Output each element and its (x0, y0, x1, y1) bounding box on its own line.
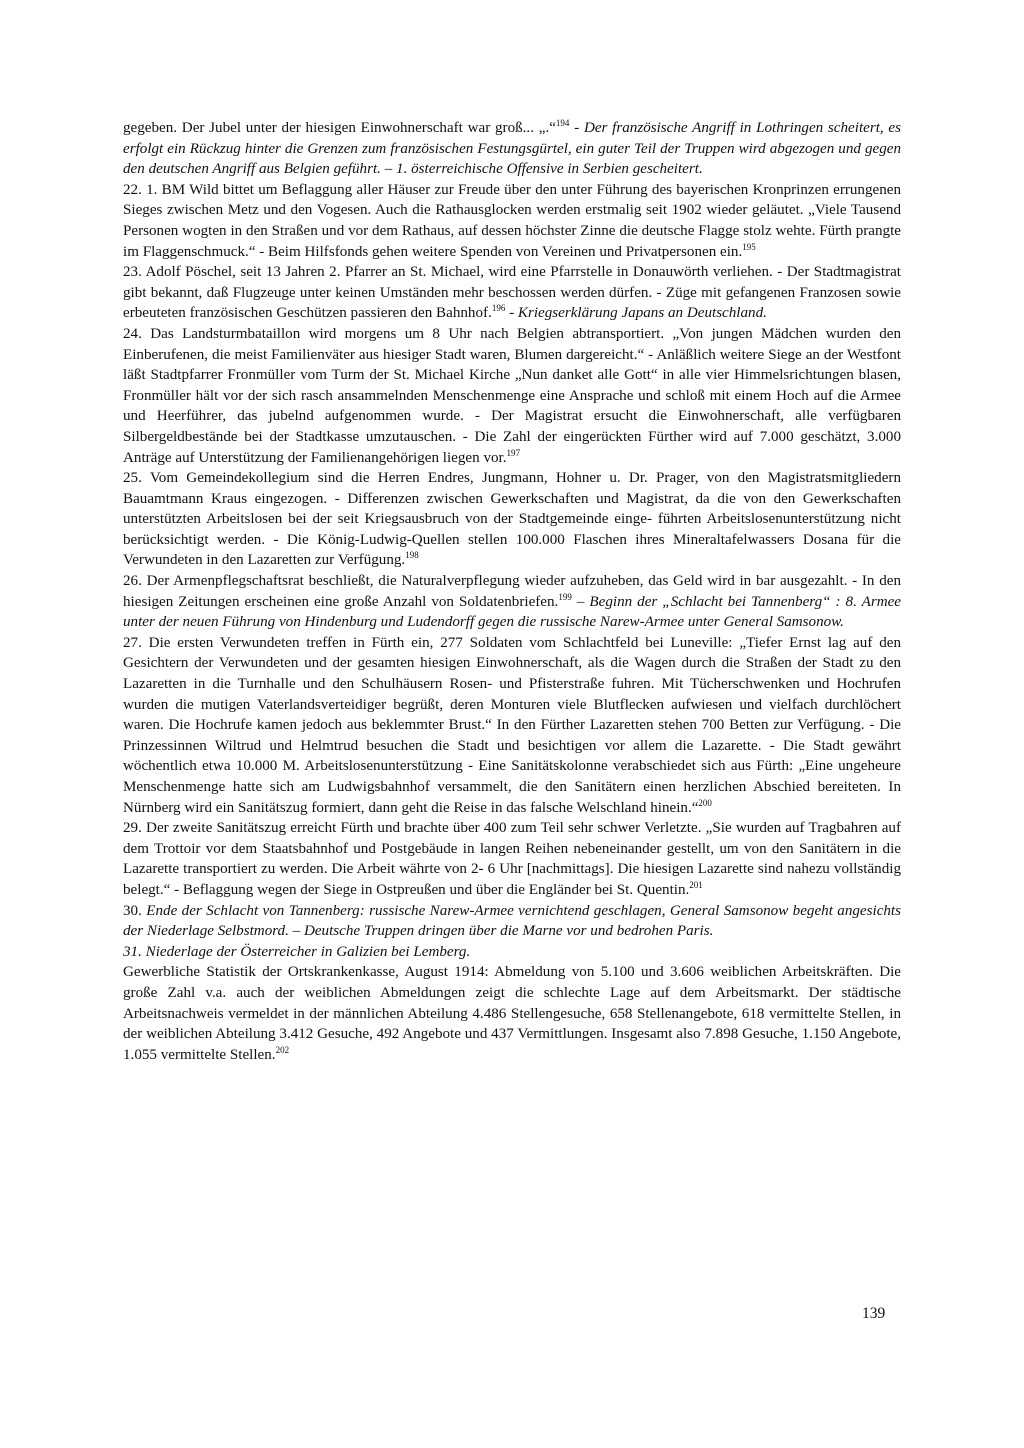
paragraph-0: gegeben. Der Jubel unter der hiesigen Einwohnerschaft war groß... „.“$^{194}$ - Der französische Angriff in Lothringen scheitert, es erfolgt ein Rückzug hinter die Grenzen zum französischen Festungsgürtel, ein guter Teil der Truppen wird abgezogen und gegen den deutschen Angriff aus Belgien geführt. – 1. österreichische Offensive in Serbien gescheitert. (123, 118, 901, 178)
document-body (123, 118, 901, 1065)
paragraph-10: Gewerbliche Statistik der Ortskrankenkasse, August 1914: Abmeldung von 5.100 und 3.606 weiblichen Arbeitskräften. Die große Zahl v.a. auch der weiblichen Abmeldungen zeigt die schlechte Lage auf dem Arbeitsmarkt. Der städtische Arbeitsnachweis vermeldet in der männlichen Abteilung 4.486 Stellengesuche, 658 Stellenangebote, 618 vermittelte Stellen, in der weiblichen Abteilung 3.412 Gesuche, 492 Angebote und 437 Vermittlungen. Insgesamt also 7.898 Gesuche, 1.150 Angebote, 1.055 vermittelte Stellen.$^{202}$ (123, 964, 901, 1063)
footnote-ref: 201 (689, 879, 703, 890)
page-number: 139 (862, 1305, 886, 1322)
paragraph-3: 24. Das Landsturmbataillon wird morgens um 8 Uhr nach Belgien abtransportiert. „Von jungen Mädchen wurden den Einberufenen, die meist Familienväter aus hiesiger Stadt waren, Blumen dargereicht.“ - Anläßlich weitere Siege an der Westfont läßt Stadtpfarrer Fronmüller vom Turm der St. Michael Kirche „Nun danket alle Gott“ in alle vier Himmelsrichtungen blasen, Fronmüller hält vor der sich rasch ansammelnden Menschenmenge eine Ansprache und schloß mit einem Hoch auf die Armee und Heerführer, das jubelnd aufgenommen wurde. - Der Magistrat ersucht die Einwohnerschaft, alle verfügbaren Silbergeldbestände bei der Stadtkasse umzutauschen. - Die Zahl der eingerückten Fürther wird auf 7.000 geschätzt, 3.000 Anträge auf Unterstützung der Familienangehörigen liegen vor.$^{197}$ (123, 325, 901, 466)
footnote-ref: 194 (555, 118, 570, 128)
footnote-ref: 199 (558, 591, 572, 602)
paragraph-7: 29. Der zweite Sanitätszug erreicht Fürth und brachte über 400 zum Teil sehr schwer Verletzte. „Sie wurden auf Tragbahren auf dem Trottoir vor dem Staatsbahnhof und Postgebäude in langen Reihen nebeneinander gestellt, um von den Sanitätern in die Lazarette transportiert zu werden. Die Arbeit währte von 2- 6 Uhr [nachmittags]. Die hiesigen Lazarette sind nahezu vollständig belegt.“ - Beflaggung wegen der Siege in Ostpreußen und über die Engländer bei St. Quentin.$^{201}$ (123, 820, 901, 898)
paragraph-5: 26. Der Armenpflegschaftsrat beschließt, die Naturalverpflegung wieder aufzuheben, das Geld wird in bar ausgezahlt. - In den hiesigen Zeitungen erscheinen eine große Anzahl von Soldatenbriefen.$^{199}$ – Beginn der „Schlacht bei Tannenberg“ : 8. Armee unter der neuen Führung von Hindenburg und Ludendorff gegen die russische Narew-Armee unter General Samsonow. (123, 573, 902, 631)
footnote-ref: 196 (491, 303, 506, 314)
paragraph-8: 30. Ende der Schlacht von Tannenberg: russische Narew-Armee vernichtend geschlagen, General Samsonow begeht angesichts der Niederlage Selbstmord. – Deutsche Truppen dringen über die Marne vor und bedrohen Paris. (123, 902, 902, 940)
paragraph-2: 23. Adolf Pöschel, seit 13 Jahren 2. Pfarrer an St. Michael, wird eine Pfarrstelle in Donauwörth verliehen. - Der Stadtmagistrat gibt bekannt, daß Flugzeuge unter keinen Umständen mehr beschossen werden dürfen. - Züge mit gefangenen Franzosen sowie erbeuteten französischen Geschützen passieren den Bahnhof.$^{196}$ - Kriegserklärung Japans an Deutschland. (123, 264, 901, 322)
footnote-ref: 198 (405, 550, 419, 561)
footnote-ref: 195 (742, 241, 756, 252)
paragraph-6: 27. Die ersten Verwundeten treffen in Fürth ein, 277 Soldaten vom Schlachtfeld bei Luneville: „Tiefer Ernst lag auf den Gesichtern der Verwundeten und der gesamten hiesigen Einwohnerschaft, als die Wagen durch die Straßen der Stadt zu den Lazaretten in die Turnhalle und den Schulhäusern Rosen- und Pfisterstraße fuhren. Mit Tücherschwenken und Hochrufen wurden die mutigen Vaterlandsverteidiger begrüßt, deren Monturen viele Blutflecken aufwiesen und vielfach durchlöchert waren. Die Hochrufe kamen jedoch aus beklemmter Brust.“ In den Fürther Lazaretten stehen 700 Betten zur Verfügung. - Die Prinzessinnen Wiltrud und Helmtrud besuchen die Stadt und besichtigen vor allem die Lazarette. - Die Stadt gewährt wöchentlich etwa 10.000 M. Arbeitslosenunterstützung - Eine Sanitätskolonne verabschiedet sich aus Fürth: „Eine ungeheure Menschenmenge hatte sich am Ludwigsbahnhof versammelt, die den Sanitätern einen herzlichen Abschied bereiteten. In Nürnberg wird ein Sanitätszug formiert, dann geht die Reise in das falsche Welschland hinein.“$^{200}$ (123, 634, 901, 816)
paragraph-4: 25. Vom Gemeindekollegium sind die Herren Endres, Jungmann, Hohner u. Dr. Prager, von den Magistratsmitgliedern Bauamtmann Kraus eingezogen. - Differenzen zwischen Gewerkschaften und Magistrat, da die von den Gewerkschaften unterstützten Arbeitslosen bei der seit Kriegsausbruch von der Stadtgemeinde einge- führten Arbeitslosenunterstützung nicht berücksichtigt werden. - Die König-Ludwig-Quellen stellen 100.000 Flaschen ihres Mineraltafelwassers Dosana für die Verwundeten in den Lazaretten zur Verfügung.$^{198}$ (123, 470, 901, 569)
footnote-ref: 202 (275, 1044, 290, 1055)
footnote-ref: 197 (506, 447, 521, 458)
paragraph-9: 31. Niederlage der Österreicher in Galizien bei Lemberg. (123, 943, 471, 960)
paragraph-1: 22. 1. BM Wild bittet um Beflaggung aller Häuser zur Freude über den unter Führung des bayerischen Kronprinzen errungenen Sieges zwischen Metz und den Vogesen. Auch die Rathausglocken werden erstmalig seit 1902 wieder geläutet. „Viele Tausend Personen wogten in den Straßen und vor dem Rathaus, auf dessen höchster Zinne die deutsche Flagge stolz wehte. Fürth prangte im Flaggenschmuck.“ - Beim Hilfsfonds gehen weitere Spenden von Vereinen und Privatpersonen ein.$^{195}$ (123, 181, 901, 260)
footnote-ref: 200 (698, 797, 712, 808)
